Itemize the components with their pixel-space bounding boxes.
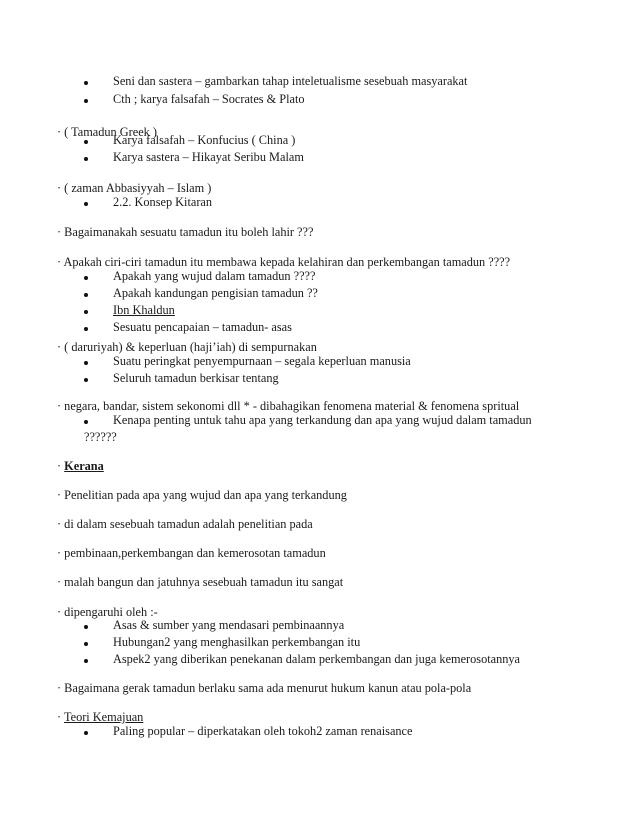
bullet-icon (84, 361, 88, 365)
paragraph-line: · pembinaan,perkembangan dan kemerosotan tamadun (57, 546, 326, 560)
paragraph-line: · Penelitian pada apa yang wujud dan apa yang terkandung (57, 488, 347, 502)
bullet-text: Karya sastera – Hikayat Seribu Malam (113, 150, 304, 164)
bullet-text: Cth ; karya falsafah – Socrates & Plato (113, 92, 305, 106)
paragraph-line: · negara, bandar, sistem sekonomi dll * - dibahagikan fenomena material & fenomena spritual (57, 399, 520, 413)
bullet-icon (84, 731, 88, 735)
heading-line (57, 710, 143, 724)
paragraph-line: · malah bangun dan jatuhnya sesebuah tamadun itu sangat (57, 575, 344, 589)
paragraph-line: · di dalam sesebuah tamadun adalah penelitian pada (57, 517, 313, 531)
bullet-icon (84, 276, 88, 280)
bullet-icon (84, 99, 88, 103)
line-dot: · (57, 459, 65, 473)
paragraph-line: · Bagaimanakah sesuatu tamadun itu boleh lahir ??? (57, 225, 314, 239)
paragraph-line: · ( daruriyah) & keperluan (haji’iah) di sempurnakan (57, 340, 317, 354)
paragraph-line: · ( Tamadun Greek ) (57, 125, 157, 139)
bullet-icon (84, 157, 88, 161)
bullet-icon (84, 202, 88, 206)
paragraph-line: · Bagaimana gerak tamadun berlaku sama ada menurut hukum kanun atau pola-pola (57, 681, 472, 695)
bullet-icon (84, 327, 88, 331)
bullet-text: Asas & sumber yang mendasari pembinaannya (113, 618, 345, 632)
bullet-icon (84, 310, 88, 314)
bullet-text: Apakah yang wujud dalam tamadun ???? (113, 269, 316, 283)
bullet-text: Aspek2 yang diberikan penekanan dalam perkembangan dan juga kemerosotannya (113, 652, 521, 666)
bullet-text-continued: ?????? (84, 430, 117, 444)
bullet-text: Seni dan sastera – gambarkan tahap inteletualisme sesebuah masyarakat (113, 74, 468, 88)
heading-teori-kemajuan: Teori Kemajuan (63, 710, 144, 724)
bullet-text: Apakah kandungan pengisian tamadun ?? (113, 286, 318, 300)
bullet-text: Seluruh tamadun berkisar tentang (113, 371, 279, 385)
bullet-icon (84, 420, 88, 424)
bullet-text: Hubungan2 yang menghasilkan perkembangan itu (113, 635, 361, 649)
heading-kerana: Kerana (64, 459, 104, 473)
bullet-text: Karya falsafah – Konfucius ( China ) (113, 133, 296, 147)
bullet-icon (84, 625, 88, 629)
bullet-text: Paling popular – diperkatakan oleh tokoh2 zaman renaisance (113, 724, 413, 738)
bullet-icon (84, 140, 88, 144)
bullet-icon (84, 659, 88, 663)
bullet-text: Sesuatu pencapaian – tamadun- asas (113, 320, 292, 334)
paragraph-line: · dipengaruhi oleh :- (57, 605, 158, 619)
bullet-link-ibn-khaldun[interactable]: Ibn Khaldun (113, 303, 175, 317)
bullet-icon (84, 293, 88, 297)
bullet-icon (84, 81, 88, 85)
bullet-icon (84, 378, 88, 382)
bullet-text: Kenapa penting untuk tahu apa yang terkandung dan apa yang wujud dalam tamadun (113, 413, 532, 427)
bullet-icon (84, 642, 88, 646)
heading-line (57, 459, 104, 473)
bullet-text: 2.2. Konsep Kitaran (113, 195, 213, 209)
paragraph-line: · Apakah ciri-ciri tamadun itu membawa kepada kelahiran dan perkembangan tamadun ???? (57, 255, 511, 269)
line-dot: · (57, 710, 64, 724)
paragraph-line: · ( zaman Abbasiyyah – Islam ) (57, 181, 212, 195)
bullet-text: Suatu peringkat penyempurnaan – segala keperluan manusia (113, 354, 411, 368)
